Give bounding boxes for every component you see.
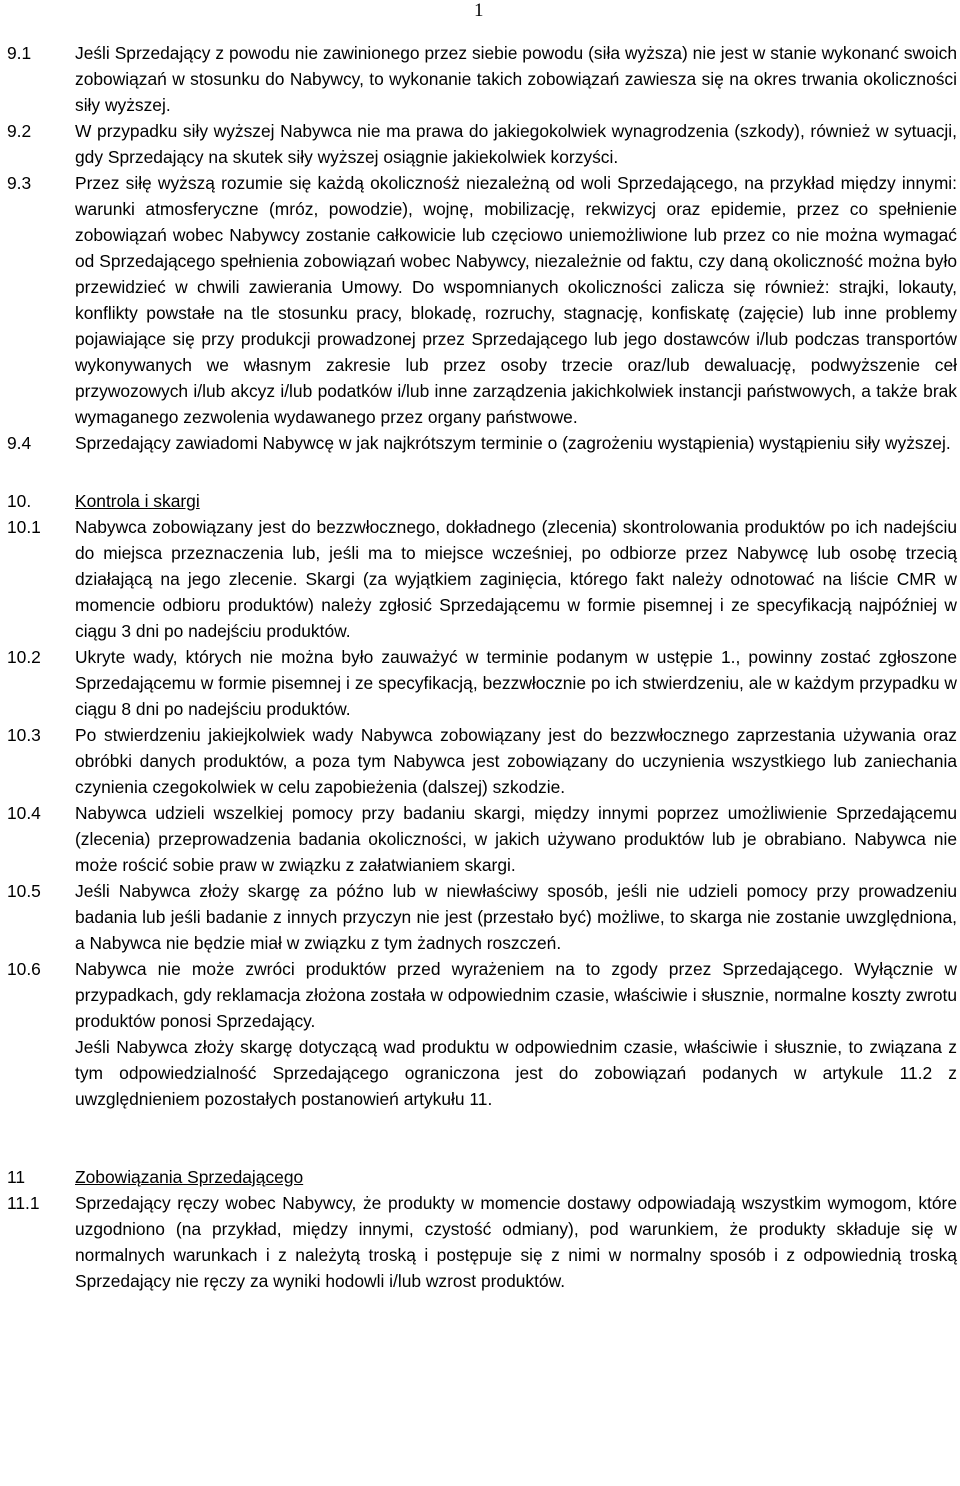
clause-number: 11.1	[7, 1193, 40, 1213]
clause-number: 10.3	[7, 725, 41, 745]
section-heading-10	[7, 488, 957, 514]
clause-body	[75, 956, 957, 1112]
section-11	[7, 1164, 957, 1294]
clause-text: Jeśli Sprzedający z powodu nie zawinionego przez siebie powodu (siła wyższa) nie jest w stanie wykonanć swoich zobowiązań w stosunku do Nabywcy, to wykonanie takich zobowiązań zawiesza się na okres trwania okoliczności siły wyższej.	[75, 43, 957, 115]
section-9	[7, 40, 957, 456]
clause-number: 10.6	[7, 959, 41, 979]
clause-number: 10.5	[7, 881, 41, 901]
section-title: Kontrola i skargi	[75, 491, 200, 511]
section-number: 10.	[7, 491, 32, 511]
clause-number: 9.2	[7, 121, 32, 141]
section-number: 11	[7, 1167, 26, 1187]
clause-number: 9.3	[7, 173, 32, 193]
section-title: Zobowiązania Sprzedającego	[75, 1167, 304, 1187]
clause-text: Nabywca udzieli wszelkiej pomocy przy badaniu skargi, między innymi poprzez umożliwienie Sprzedającemu (zlecenia) przeprowadzenia badania okoliczności, w jakich używano produktów lub je obrabiano. Nabywca nie może rościć sobie praw w związku z załatwianiem skargi.	[75, 803, 957, 875]
clause-10-3	[7, 722, 957, 800]
clause-text: Nabywca nie może zwróci produktów przed wyrażeniem na to zgody przez Sprzedającego. Wyłącznie w przypadkach, gdy reklamacja złożona została w odpowiednim czasie, właściwie i słusznie, normalne koszty zwrotu produktów ponosi Sprzedający.	[75, 959, 957, 1031]
clause-9-1	[7, 40, 957, 118]
section-heading-11	[7, 1164, 957, 1190]
clause-10-2	[7, 644, 957, 722]
clause-10-1	[7, 514, 957, 644]
clause-text: Sprzedający ręczy wobec Nabywcy, że produkty w momencie dostawy odpowiadają wszystkim wymogom, które uzgodniono (na przykład, między innymi, czystość odmiany), pod warunkiem, że produkty składuje się w normalnych warunkach i z należytą troską i postępuje się z nimi w normalny sposób i z odpowiednią troską Sprzedający nie ręczy za wyniki hodowli i/lub wzrost produktów.	[75, 1193, 957, 1291]
clause-9-2	[7, 118, 957, 170]
clause-9-3	[7, 170, 957, 430]
section-spacer	[7, 1112, 957, 1164]
clause-number: 9.1	[7, 43, 32, 63]
page-number: 1	[474, 0, 484, 21]
clause-9-4	[7, 430, 957, 456]
clause-number: 10.1	[7, 517, 41, 537]
clause-text: Po stwierdzeniu jakiejkolwiek wady Nabywca zobowiązany jest do bezzwłocznego zaprzestania używania oraz obróbki danych produktów, a poza tym Nabywca jest zobowiązany do uczynienia wszystkiego lub zaniechania czynienia czegokolwiek w celu zapobieżenia (dalszej) szkodzie.	[75, 725, 957, 797]
clause-number: 10.4	[7, 803, 41, 823]
section-10	[7, 488, 957, 1112]
clause-text: Przez siłę wyższą rozumie się każdą okolicznośż niezależną od woli Sprzedającego, na przykład między innymi: warunki atmosferyczne (mróz, powodzie), wojnę, mobilizację, rekwizycj oraz epidemie, przez co spełnienie zobowiązań wobec Nabywcy zostanie całkowicie lub częciowo uniemożliwione lub przez co nie można wymagać od Sprzedającego spełnienia zobowiązań wobec Nabywcy, niezależnie od faktu, czy daną okoliczność można było przewidzieć w chwili zawierania Umowy. Do wspomnianych okoliczności zalicza się również: strajki, lokauty, konflikty powstałe na tle stosunku pracy, blokadę, rozruchy, stagnację, konfiskatę (zajęcie) lub inne problemy pojawiające się przy produkcji prowadzonej przez Sprzedającego lub jego dostawców i/lub podczas transportów wykonywanych we własnym zakresie lub przez osoby trzecie oraz/lub dewaluację, podwyższenie ceł przywozowych i/lub akcyz i/lub podatków i/lub inne zarządzenia jakichkolwiek instancji państwowych, a także brak wymaganego zezwolenia wydawanego przez organy państwowe.	[75, 173, 957, 427]
clause-text: Sprzedający zawiadomi Nabywcę w jak najkrótszym terminie o (zagrożeniu wystąpienia) wystąpieniu siły wyższej.	[75, 433, 951, 453]
clause-10-4	[7, 800, 957, 878]
clause-text: W przypadku siły wyższej Nabywca nie ma prawa do jakiegokolwiek wynagrodzenia (szkody), również w sytuacji, gdy Sprzedający na skutek siły wyższej osiągnie jakiekolwiek korzyści.	[75, 121, 957, 167]
clause-text: Nabywca zobowiązany jest do bezzwłocznego, dokładnego (zlecenia) skontrolowania produktów po ich nadejściu do miejsca przeznaczenia lub, jeśli ma to miejsce wcześniej, po odbiorze przez Nabywcę lub osobę trzecią działającą na jego zlecenie. Skargi (za wyjątkiem zaginięcia, którego fakt należy odnotować na liście CMR w momencie odbioru produktów) należy zgłosić Sprzedającemu w formie pisemnej i ze specyfikacją najpóźniej w ciągu 3 dni po nadejściu produktów.	[75, 517, 957, 641]
clause-10-5	[7, 878, 957, 956]
clause-number: 10.2	[7, 647, 41, 667]
section-spacer	[7, 456, 957, 488]
clause-number: 9.4	[7, 433, 32, 453]
clause-11-1	[7, 1190, 957, 1294]
clause-text-continued: Jeśli Nabywca złoży skargę dotyczącą wad produktu w odpowiednim czasie, właściwie i słusznie, to związana z tym odpowiedzialność Sprzedającego ograniczona jest do zobowiązań podanych w artykule 11.2 z uwzględnieniem pozostałych postanowień artykułu 11.	[75, 1037, 957, 1109]
clause-10-6	[7, 956, 957, 1112]
document-body	[7, 40, 957, 1294]
clause-text: Ukryte wady, których nie można było zauważyć w terminie podanym w ustępie 1., powinny zostać zgłoszone Sprzedającemu w formie pisemnej i ze specyfikacją, bezzwłocznie po ich stwierdzeniu, ale w każdym przypadku w ciągu 8 dni po nadejściu produktów.	[75, 647, 957, 719]
clause-text: Jeśli Nabywca złoży skargę za późno lub w niewłaściwy sposób, jeśli nie udzieli pomocy przy prowadzeniu badania lub jeśli badanie z innych przyczyn nie jest (przestało być) możliwe, to skarga nie zostanie uwzględniona, a Nabywca nie będzie miał w związku z tym żadnych roszczeń.	[75, 881, 957, 953]
